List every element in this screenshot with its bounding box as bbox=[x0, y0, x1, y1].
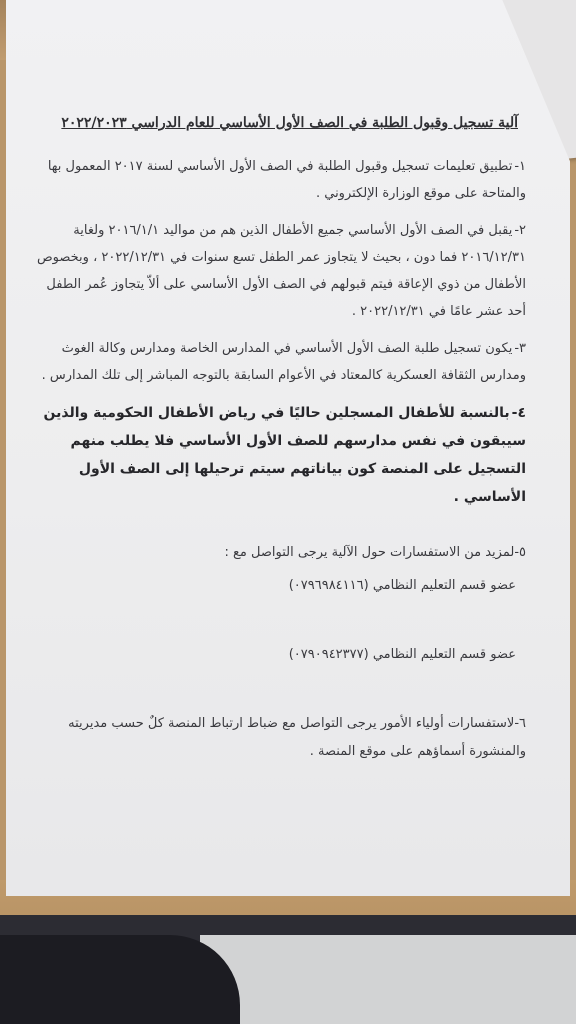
list-item-2 bbox=[36, 217, 526, 325]
item-text: لمزيد من الاستفسارات حول الآلية يرجى التواصل مع : bbox=[224, 545, 515, 560]
contact-line-1: عضو قسم التعليم النظامي (٠٧٩٦٩٨٤١١٦) bbox=[288, 578, 516, 593]
list-item-4 bbox=[36, 399, 526, 511]
dark-cloth bbox=[0, 935, 240, 1024]
floor-tile bbox=[200, 935, 576, 1024]
item-number: ٣- bbox=[514, 341, 526, 356]
item-number: ٢- bbox=[514, 223, 526, 238]
item-text: يقبل في الصف الأول الأساسي جميع الأطفال الذين هم من مواليد ٢٠١٦/١/١ ولغاية ٢٠١٦/١٢/٣١ فما دون ، بحيث لا يتجاوز عمر الطفل تسع سنوات في ٢٠٢٢/١٢/٣١ ، وبخصوص الأطفال من ذوي الإعاقة فيتم قبولهم في الصف الأول الأساسي على ألاّ يتجاوز عُمر الطفل أحد عشر عامًا في ٢٠٢٢/١٢/٣١ . bbox=[36, 223, 526, 319]
contact-line-2: عضو قسم التعليم النظامي (٠٧٩٠٩٤٢٣٧٧) bbox=[288, 647, 516, 662]
item-text: يكون تسجيل طلبة الصف الأول الأساسي في المدارس الخاصة ومدارس وكالة الغوث ومدارس الثقافة العسكرية كالمعتاد في الأعوام السابقة بالتوجه المباشر إلى تلك المدارس . bbox=[41, 341, 526, 383]
list-item-1 bbox=[36, 153, 526, 207]
item-number: ١- bbox=[514, 159, 526, 174]
item-number: ٤- bbox=[511, 405, 526, 421]
item-text: لاستفسارات أولياء الأمور يرجى التواصل مع ضباط ارتباط المنصة كلٌ حسب مديريته والمنشورة أسماؤهم على موقع المنصة . bbox=[68, 716, 526, 759]
item-number: ٦- bbox=[514, 716, 526, 731]
document-content bbox=[36, 115, 526, 766]
list-item-3 bbox=[36, 335, 526, 389]
item-text: بالنسبة للأطفال المسجلين حاليًا في رياض الأطفال الحكومية والذين سيبقون في نفس مدارسهم للصف الأول الأساسي فلا يطلب منهم التسجيل على المنصة كون بياناتهم سيتم ترحيلها إلى الصف الأول الأساسي . bbox=[43, 405, 526, 505]
document-title: آلية تسجيل وقبول الطلبة في الصف الأول الأساسي للعام الدراسي ٢٠٢٢/٢٠٢٣ bbox=[61, 115, 518, 131]
item-number: ٥- bbox=[514, 545, 526, 560]
item-text: تطبيق تعليمات تسجيل وقبول الطلبة في الصف الأول الأساسي لسنة ٢٠١٧ المعمول بها والمتاحة على موقع الوزارة الإلكتروني . bbox=[47, 159, 526, 201]
list-item-6 bbox=[36, 710, 526, 766]
contact-intro bbox=[36, 539, 526, 566]
